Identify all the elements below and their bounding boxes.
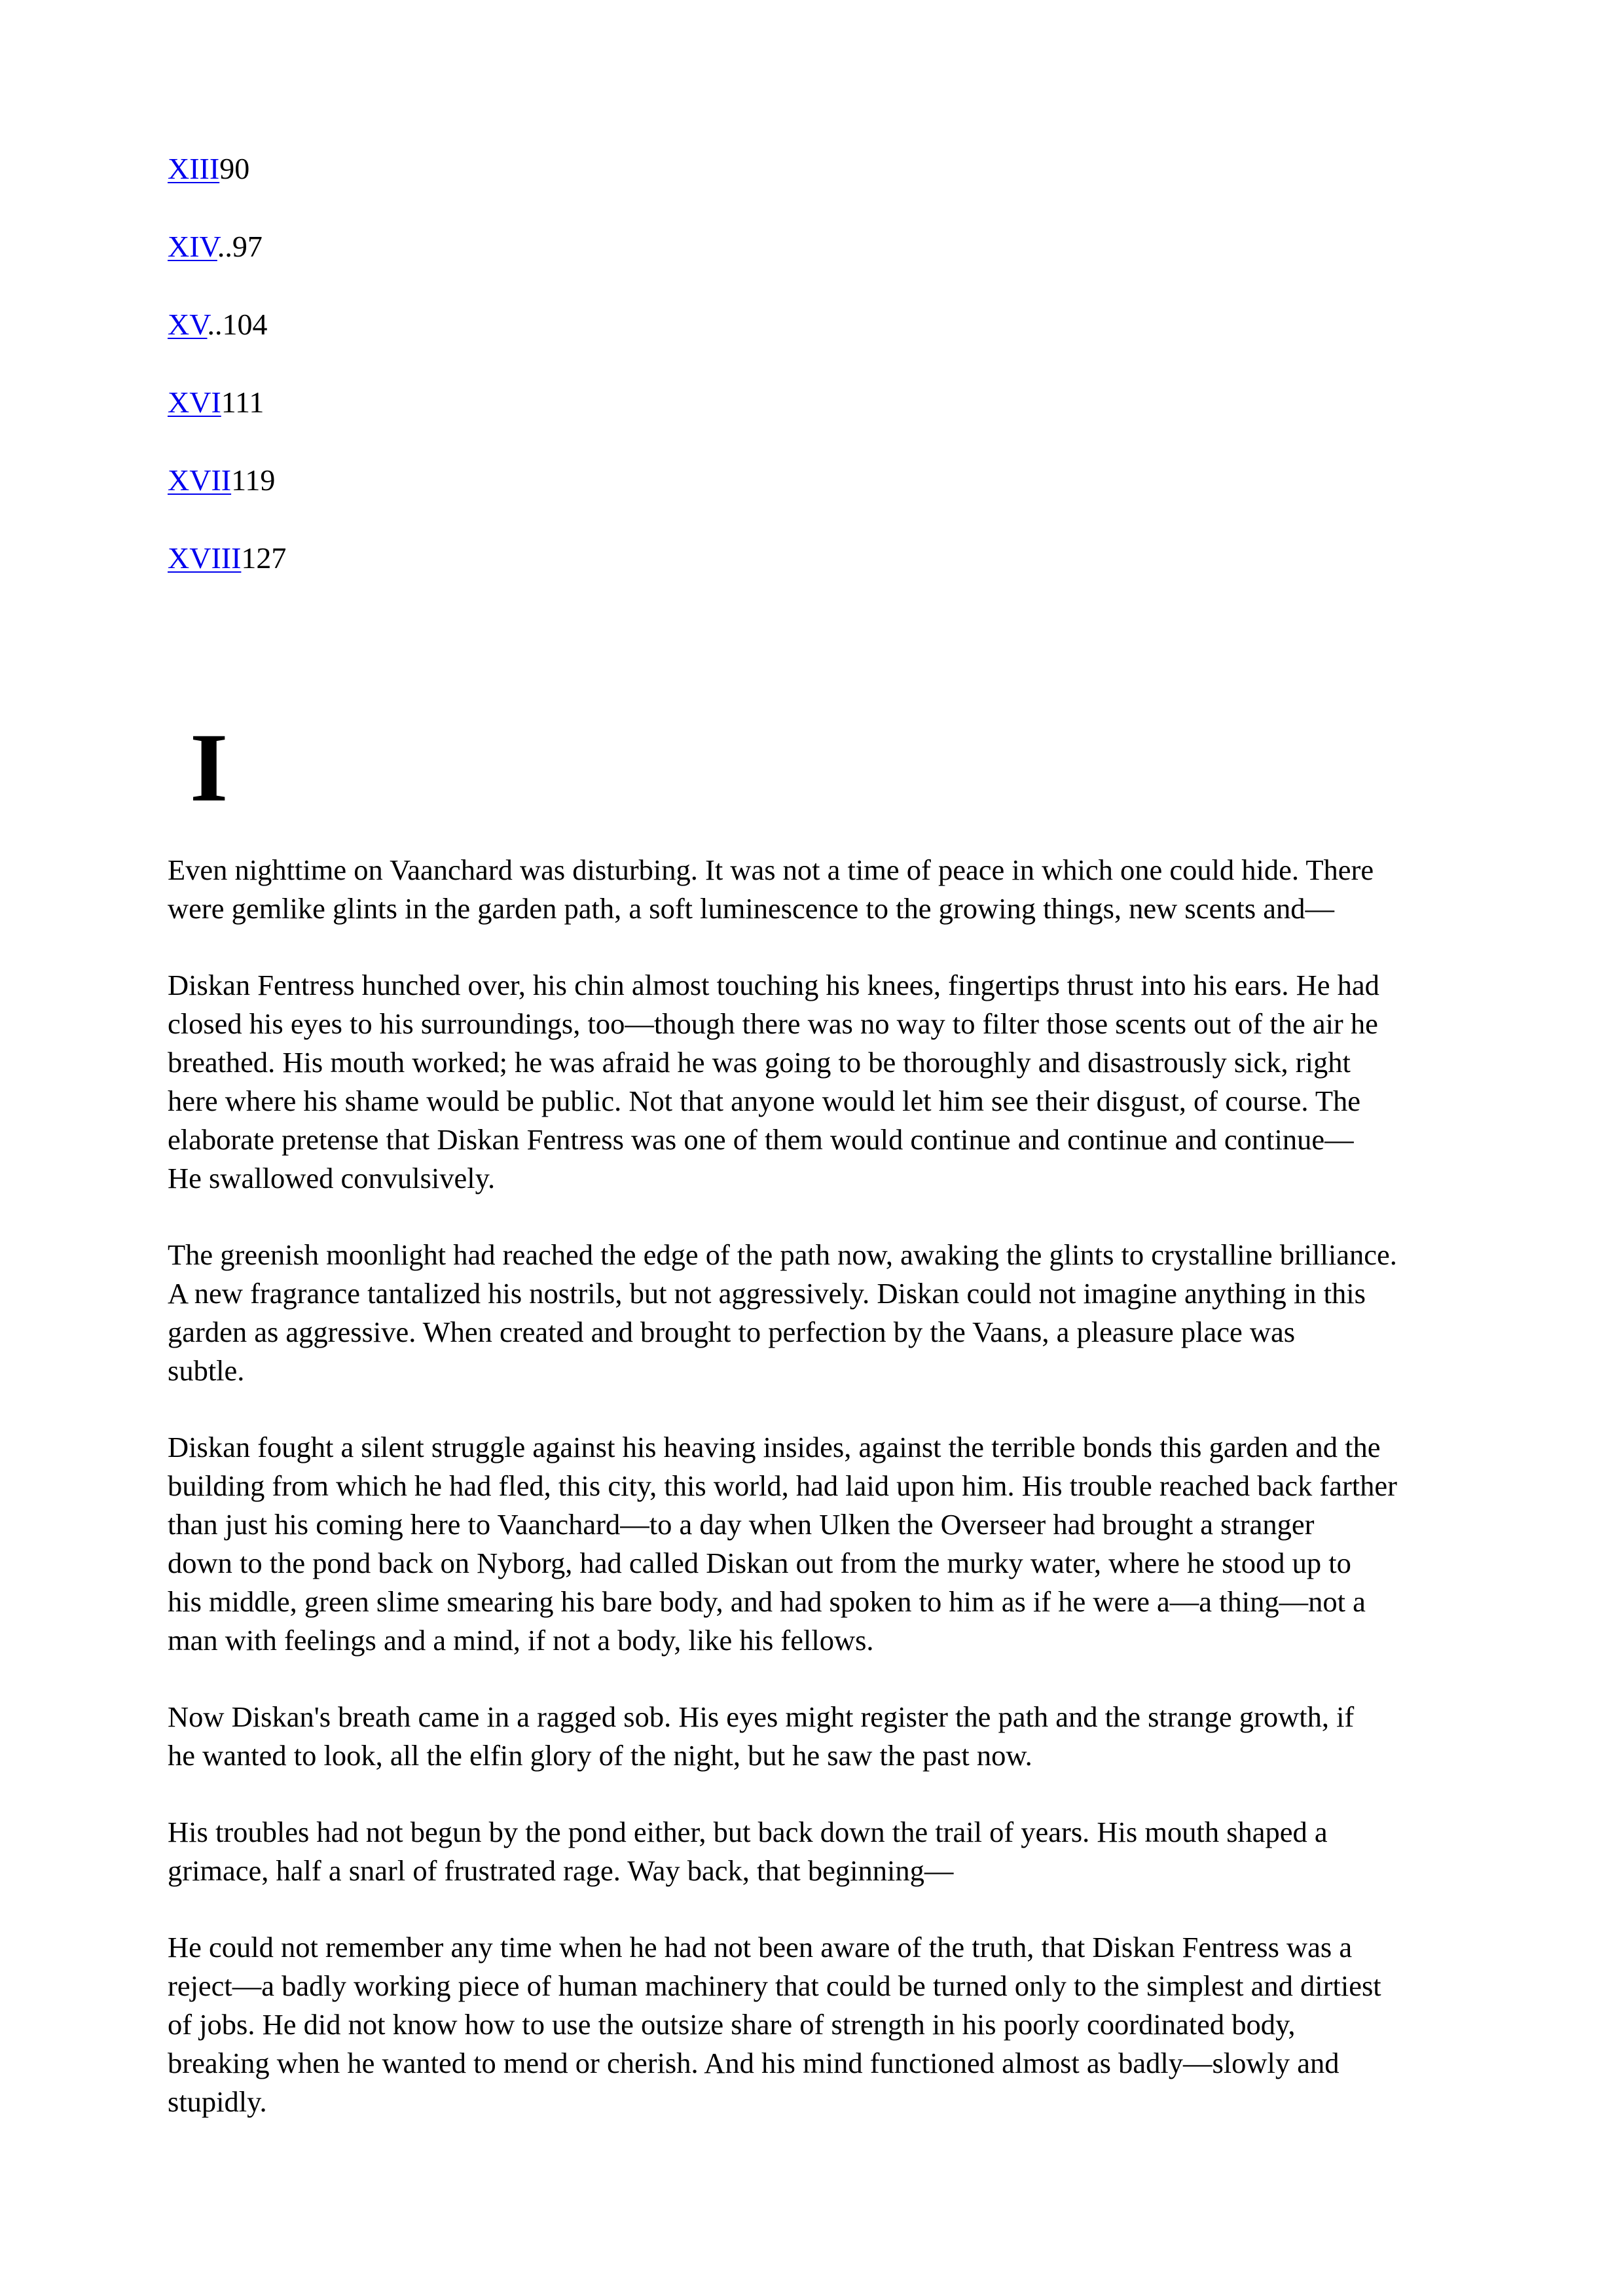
paragraph	[168, 966, 1472, 1198]
text-line: reject—a badly working piece of human machinery that could be turned only to the simplest and dirtiest	[168, 1969, 1381, 2002]
paragraph	[168, 1698, 1472, 1775]
paragraph	[168, 1428, 1472, 1660]
text-line: breaking when he wanted to mend or cherish. And his mind functioned almost as badly—slowly and	[168, 2047, 1340, 2079]
paragraph	[168, 1928, 1472, 2121]
toc-link-xiv[interactable]: XIV	[168, 230, 217, 263]
toc-page-number: ..104	[207, 308, 268, 341]
toc-page-number: 90	[219, 152, 250, 185]
text-line: here where his shame would be public. Not that anyone would let him see their disgust, of course. The	[168, 1085, 1361, 1117]
text-line: He swallowed convulsively.	[168, 1162, 496, 1194]
toc-entry	[168, 462, 757, 499]
chapter-body	[168, 851, 1472, 2159]
text-line: of jobs. He did not know how to use the outsize share of strength in his poorly coordinated body,	[168, 2008, 1296, 2041]
text-line: A new fragrance tantalized his nostrils, but not aggressively. Diskan could not imagine anything in this	[168, 1277, 1366, 1310]
text-line: The greenish moonlight had reached the edge of the path now, awaking the glints to crystalline brilliance.	[168, 1238, 1397, 1271]
toc-page-number: ..97	[217, 230, 263, 263]
toc-page-number: 119	[231, 463, 276, 497]
text-line: were gemlike glints in the garden path, a soft luminescence to the growing things, new scents and—	[168, 892, 1335, 925]
toc-entry	[168, 151, 757, 187]
text-line: than just his coming here to Vaanchard—to a day when Ulken the Overseer had brought a stranger	[168, 1508, 1315, 1541]
toc-link-xv[interactable]: XV	[168, 308, 208, 341]
text-line: breathed. His mouth worked; he was afraid he was going to be thoroughly and disastrously sick, right	[168, 1046, 1351, 1079]
text-line: down to the pond back on Nyborg, had called Diskan out from the murky water, where he stood up to	[168, 1547, 1351, 1579]
toc-entry	[168, 384, 757, 421]
paragraph	[168, 851, 1472, 928]
text-line: Diskan fought a silent struggle against his heaving insides, against the terrible bonds this garden and the	[168, 1431, 1381, 1463]
toc-link-xvii[interactable]: XVII	[168, 463, 232, 497]
text-line: closed his eyes to his surroundings, too—though there was no way to filter those scents out of the air he	[168, 1007, 1378, 1040]
toc-link-xvi[interactable]: XVI	[168, 386, 221, 419]
text-line: garden as aggressive. When created and brought to perfection by the Vaans, a pleasure place was	[168, 1316, 1296, 1348]
text-line: man with feelings and a mind, if not a body, like his fellows.	[168, 1624, 874, 1657]
text-line: grimace, half a snarl of frustrated rage. Way back, that beginning—	[168, 1854, 954, 1887]
text-line: Even nighttime on Vaanchard was disturbing. It was not a time of peace in which one could hide. There	[168, 853, 1374, 886]
toc-entry	[168, 228, 757, 265]
text-line: building from which he had fled, this city, this world, had laid upon him. His trouble reached back farther	[168, 1469, 1397, 1502]
text-line: Diskan Fentress hunched over, his chin almost touching his knees, fingertips thrust into his ears. He had	[168, 969, 1379, 1001]
toc-page-number: 127	[241, 541, 287, 575]
text-line: elaborate pretense that Diskan Fentress was one of them would continue and continue and continue—	[168, 1123, 1354, 1156]
text-line: subtle.	[168, 1354, 245, 1387]
text-line: he wanted to look, all the elfin glory of the night, but he saw the past now.	[168, 1739, 1032, 1772]
text-line: stupidly.	[168, 2085, 267, 2118]
toc-entry	[168, 306, 757, 343]
toc-link-xiii[interactable]: XIII	[168, 152, 220, 185]
toc-page-number: 111	[221, 386, 264, 419]
chapter-heading: I	[190, 713, 228, 822]
text-line: his middle, green slime smearing his bare body, and had spoken to him as if he were a—a thing—not a	[168, 1585, 1366, 1618]
table-of-contents	[168, 151, 757, 618]
text-line: His troubles had not begun by the pond either, but back down the trail of years. His mouth shaped a	[168, 1816, 1328, 1848]
text-line: He could not remember any time when he had not been aware of the truth, that Diskan Fentress was a	[168, 1931, 1353, 1964]
paragraph	[168, 1236, 1472, 1390]
paragraph	[168, 1813, 1472, 1890]
text-line: Now Diskan's breath came in a ragged sob. His eyes might register the path and the strange growth, if	[168, 1700, 1355, 1733]
toc-entry	[168, 540, 757, 577]
toc-link-xviii[interactable]: XVIII	[168, 541, 242, 575]
